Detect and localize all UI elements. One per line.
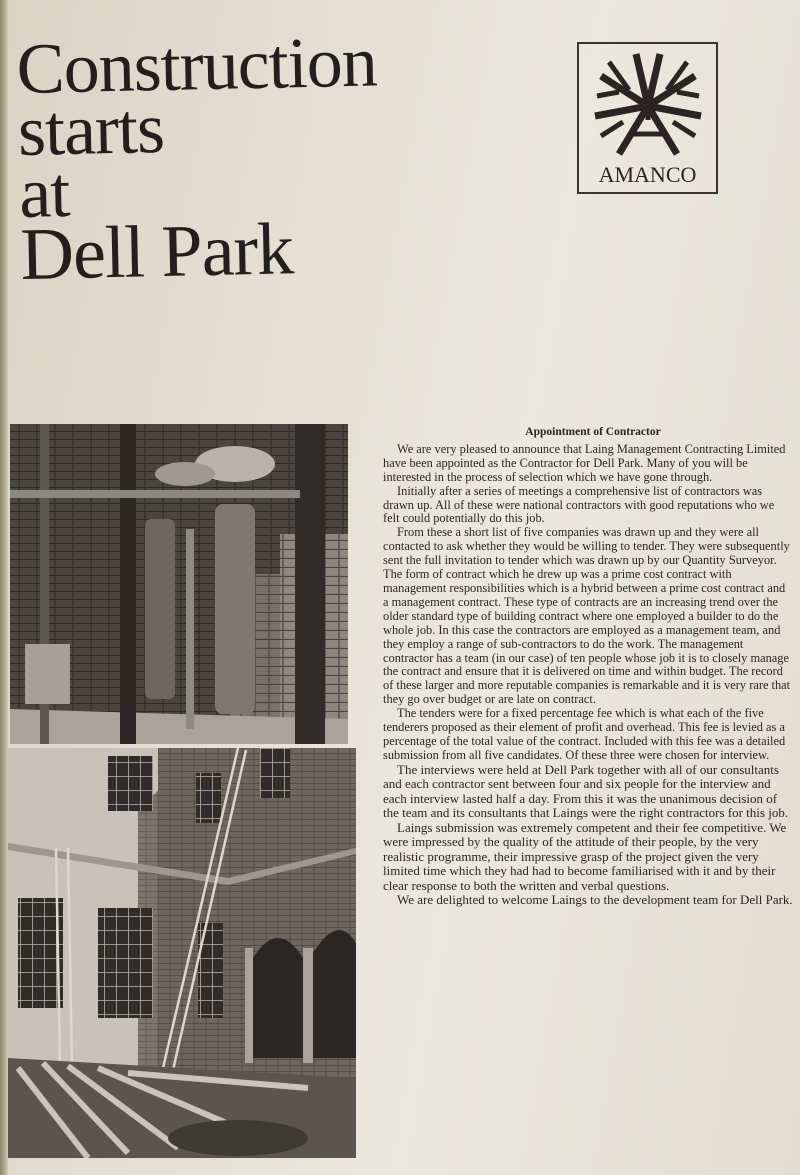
article-paragraph: We are very pleased to announce that Laing Management Contracting Limited have been appointed as the Contractor for Dell Park. Many of you will be interested in the process of selection which we have gone through. — [383, 441, 786, 484]
courtyard-photo — [8, 748, 356, 1158]
amanco-logo — [577, 42, 718, 194]
headline — [15, 21, 381, 296]
article-paragraph: Laings submission was extremely competent and their fee competitive. We were impressed by the quality of the attitude of their people, by the very realistic programme, their impressive grasp of the project given the very limited time which they had had to become familiarised with it and by their clear response to both the written and verbal questions. — [383, 819, 787, 893]
page-binding-edge — [0, 0, 8, 1175]
headline-line: starts — [17, 87, 165, 171]
headline-line: Construction — [15, 21, 378, 109]
article-paragraph: The tenders were for a fixed percentage fee which is what each of the five tenderers proposed as their element of profit and overhead. This fee is levied as a percentage of the total value of the contract. Included with this fee was a detailed submission from all five candidates. Of these three were chosen for interview. — [383, 706, 786, 762]
article-paragraph: From these a short list of five companies was drawn up and they were all contacted to ask whether they would be willing to tender. They were subsequently sent the full invitation to tender which was drawn up by our Quantity Surveyor. The form of contract which he drew up was a prime cost contract with management responsibilities which is a hybrid between a prime cost contract and a management contract. These type of contracts are an increasing trend over the older standard type of building contract where one employed a builder to do the whole job. In this case the contractors are employed as a management team, and they employ a range of sub-contractors to do the work. The management contractor has a team (in our case) of ten people whose job it is to closely manage the contract and ensure that it is delivered on time and within budget. The record of these larger and more reputable companies is remarkable and it is very rare that they go over budget or are late on contract. — [383, 525, 791, 707]
article-paragraph: The interviews were held at Dell Park together with all of our consultants and each contractor sent between four and six people for the interview and each interview lasted half a day. From this it was the unanimous decision of the team and its consultants that Laings were the right contractors for this job. — [383, 761, 789, 821]
article — [383, 426, 793, 908]
logo-wordmark: AMANCO — [598, 162, 697, 187]
article-heading: Appointment of Contractor — [525, 426, 661, 438]
scaffolding-photo — [10, 424, 348, 744]
headline-line: Dell Park — [19, 208, 294, 296]
article-paragraph: Initially after a series of meetings a comprehensive list of contractors was drawn up. All of these were national contractors with good reputations who we felt could potentially do this job. — [383, 483, 775, 526]
headline-line: at — [18, 151, 71, 233]
article-paragraph: We are delighted to welcome Laings to the development team for Dell Park. — [397, 892, 793, 908]
amanco-star-emblem-icon — [589, 50, 707, 162]
